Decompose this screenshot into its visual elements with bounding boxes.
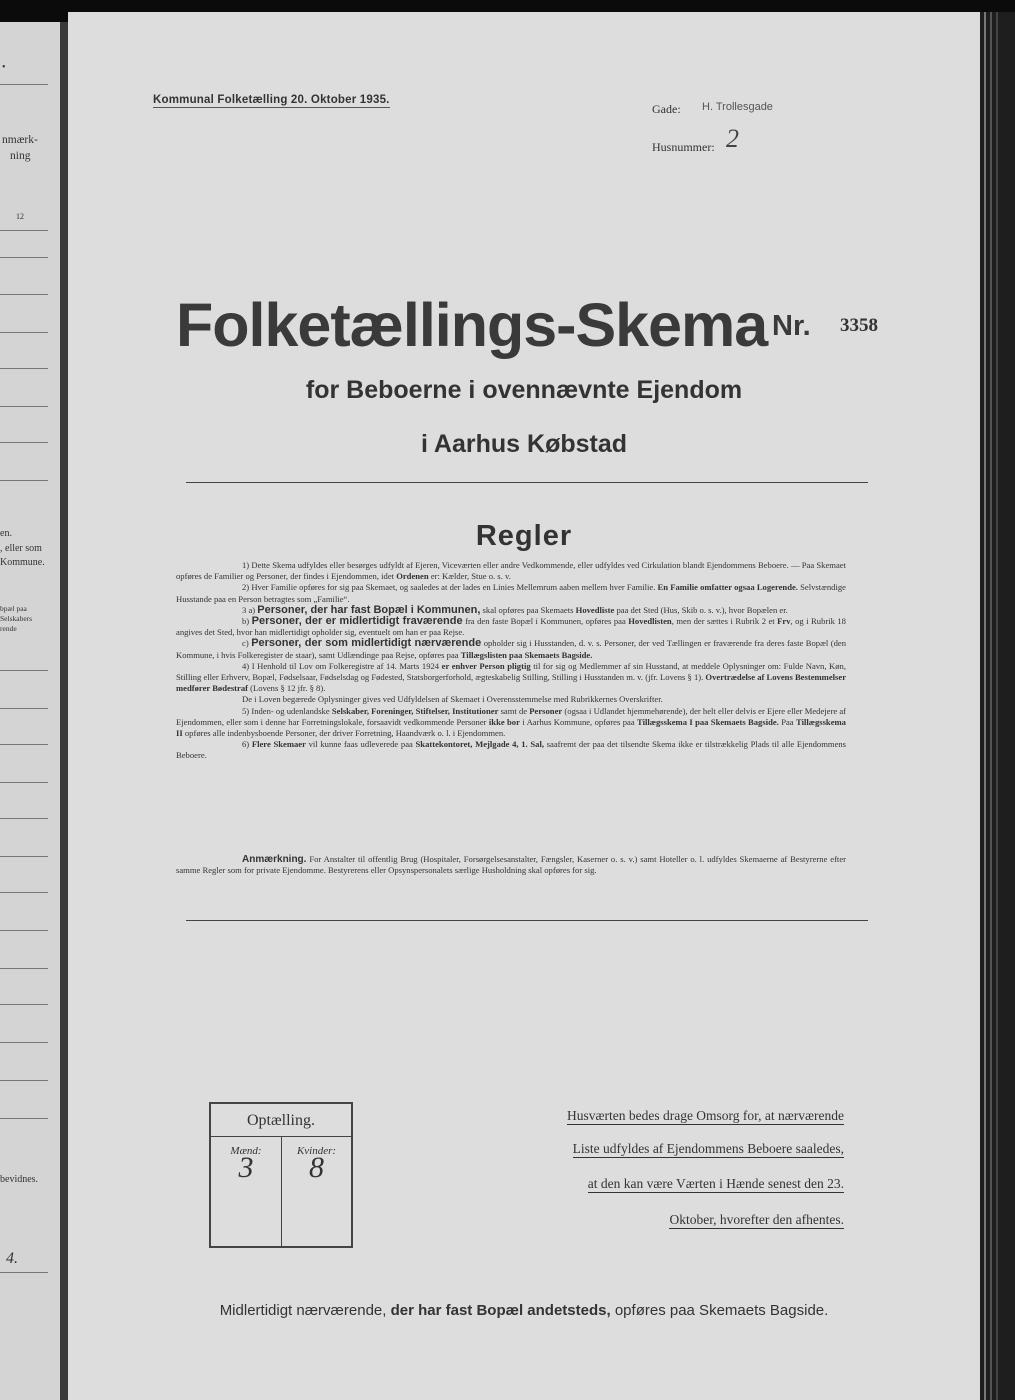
- divider: [186, 920, 868, 921]
- divider: [0, 1004, 48, 1005]
- page-edge-strip: [990, 12, 992, 1400]
- rule-2: 2) Hver Familie opføres for sig paa Skemaet, og saaledes at der lades en Linies Mellemrum aaben mellem hver Familie. En Familie omfatter ogsaa Logerende. Selvstændige Husstande paa en Person betragtes som „Familie“.: [176, 582, 846, 604]
- page-edge-strip: [984, 12, 986, 1400]
- divider: [0, 368, 48, 369]
- instruction-line: Oktober, hvorefter den afhentes.: [669, 1212, 844, 1227]
- husnummer-label: Husnummer:: [652, 140, 715, 154]
- instruction-line: Liste udfyldes af Ejendommens Beboere saaledes,: [572, 1141, 844, 1156]
- women-value: 8: [309, 1151, 324, 1184]
- instruction-line: at den kan være Værten i Hænde senest den 23.: [587, 1176, 844, 1191]
- left-page-signature-fragment: 4.: [6, 1250, 18, 1267]
- divider: [0, 442, 48, 443]
- divider: [0, 332, 48, 333]
- left-page-fragment: en.: [0, 528, 12, 539]
- rule-3c: c) Personer, der som midlertidigt nærværende opholder sig i Husstanden, d. v. s. Personer, der ved Tællingen er fraværende fra deres faste Bopæl (den Kommune, i hvis Folkeregister de staar), samt Udlændinge paa Rejse, opføres paa Tillægslisten paa Skemaets Bagside.: [176, 637, 846, 660]
- divider: [0, 930, 48, 931]
- divider: [186, 482, 868, 483]
- census-form-page: [68, 12, 980, 1400]
- census-title-header: Kommunal Folketælling 20. Oktober 1935.: [153, 94, 390, 106]
- left-page-fragment: , eller som: [0, 543, 42, 554]
- instruction-line: Husværten bedes drage Omsorg for, at nærværende: [566, 1108, 844, 1123]
- footer-note: Midlertidigt nærværende, der har fast Bopæl andetsteds, opføres paa Skemaets Bagside.: [219, 1302, 829, 1319]
- left-page-fragment: bpæl paa: [0, 604, 27, 613]
- men-count-cell: [211, 1137, 282, 1246]
- divider: [0, 968, 48, 969]
- rule-4b: De i Loven begærede Oplysninger gives ved Udfyldelsen af Skemaet i Overensstemmelse med Rubrikkernes Overskrifter.: [242, 694, 663, 705]
- men-label: Mænd:: [230, 1145, 262, 1157]
- husnummer-value: 2: [726, 124, 739, 153]
- left-page-fragment: Selskabers: [0, 614, 33, 623]
- divider: [0, 1042, 48, 1043]
- rule-5: 5) Inden- og udenlandske Selskaber, Foreninger, Stiftelser, Institutioner samt de Personer (ogsaa i Udlandet hjemmehørende), der helt eller delvis er Ejere eller Medejere af Ejendommen, eller som i denne har Forretningslokale, forsaavidt vedkommende Personer ikke bor i Aarhus Kommune, opføres paa Tillægsskema I paa Skemaets Bagside. Paa Tillægsskema II opføres alle indenbysboende Personer, der driver Forretning, Haandværk o. l. i Ejendommen.: [176, 705, 847, 739]
- rule-1: 1) Dette Skema udfyldes eller besørges udfyldt af Ejeren, Viceværten eller andre Vedkommende, eller udfyldes ved Cirkulation blandt Ejendommens Beboere. — Paa Skemaet opføres de Familier og Personer, der findes i Ejendommen, idet Ordenen er: Kælder, Stue o. s. v.: [176, 560, 846, 582]
- rules-text: [176, 560, 846, 762]
- page-edge: [980, 12, 1015, 1400]
- divider: [0, 1118, 48, 1119]
- divider: [0, 1272, 48, 1273]
- form-number-label: Nr.: [772, 310, 811, 342]
- divider: [0, 1080, 48, 1081]
- left-page-fragment: 12: [16, 212, 24, 221]
- left-page-fragment: ning: [10, 150, 31, 162]
- divider: [0, 670, 48, 671]
- left-page-fragment: bevidnes.: [0, 1174, 39, 1185]
- form-title: Folketællings-Skema: [176, 291, 768, 359]
- count-box: [209, 1102, 353, 1248]
- women-label: Kvinder:: [296, 1145, 337, 1157]
- divider: [0, 892, 48, 893]
- divider: [0, 744, 48, 745]
- divider: [0, 294, 48, 295]
- left-page-fragment: rende: [0, 624, 17, 633]
- note-label: Anmærkning.: [242, 854, 307, 865]
- divider: [0, 406, 48, 407]
- rule-4: 4) I Henhold til Lov om Folkeregistre af 14. Marts 1924 er enhver Person pligtig til for sig og Medlemmer af sin Husstand, at meddele Oplysninger om: Fulde Navn, Køn, Stilling eller Erhverv, Bopæl, Fødselsaar, Fødselsdag og Fødested, Statsborgerforhold, ægteskabelig Stilling, Stilling i Husstanden m. v. (jfr. Lovens § 1). Overtrædelse af Lovens Bestemmelser medfører Bødestraf (Lovens § 12 jfr. § 8).: [176, 660, 847, 694]
- page-edge-strip: [996, 12, 998, 1400]
- left-page-fragment: •: [2, 62, 6, 73]
- form-subtitle: for Beboerne i ovennævnte Ejendom: [305, 376, 743, 404]
- divider: [0, 782, 48, 783]
- gade-value: H. Trollesgade: [702, 101, 773, 113]
- count-title: Optælling.: [211, 1104, 351, 1137]
- divider: [0, 480, 48, 481]
- divider: [0, 84, 48, 85]
- divider: [0, 257, 48, 258]
- men-value: 3: [238, 1151, 254, 1184]
- form-number-value: 3358: [840, 315, 878, 336]
- divider: [0, 230, 48, 231]
- note-body: For Anstalter til offentlig Brug (Hospitaler, Forsørgelsesanstalter, Fængsler, Kaserner o. s. v.) samt Hoteller o. l. udfyldes Skemaerne af Bestyrerne efter samme Regler som for private Ejendomme. Bestyrerens eller Opsynspersonalets særlige Husholdning skal opføres for sig.: [176, 854, 846, 876]
- gade-label: Gade:: [652, 102, 681, 116]
- women-count-cell: [282, 1137, 351, 1246]
- left-page-fragment: nmærk-: [2, 134, 38, 146]
- note-text: [176, 854, 846, 876]
- rule-3b: b) Personer, der er midlertidigt fraværende fra den faste Bopæl i Kommunen, opføres paa Hovedlisten, men der sættes i Rubrik 2 et Frv, og i Rubrik 18 angives det Sted, hvor han midlertidigt opholder sig, eventuelt om han er paa Rejse.: [176, 615, 846, 638]
- rule-6: 6) Flere Skemaer vil kunne faas udleverede paa Skattekontoret, Mejlgade 4, 1. Sal, saafremt der paa det tilsendte Skema ikke er tilstrækkelig Plads til alle Ejendommens Beboere.: [176, 739, 847, 761]
- rule-3a: 3 a) Personer, der har fast Bopæl i Kommunen, skal opføres paa Skemaets Hovedliste paa det Sted (Hus, Skib o. s. v.), hvor Bopælen er.: [242, 603, 788, 616]
- rules-heading: Regler: [475, 520, 573, 552]
- divider: [0, 856, 48, 857]
- divider: [0, 818, 48, 819]
- form-subtitle-location: i Aarhus Købstad: [420, 430, 628, 458]
- book-gutter: [60, 22, 68, 1400]
- left-page-fragment: Kommune.: [0, 557, 45, 568]
- divider: [0, 708, 48, 709]
- left-facing-page: [0, 22, 61, 1400]
